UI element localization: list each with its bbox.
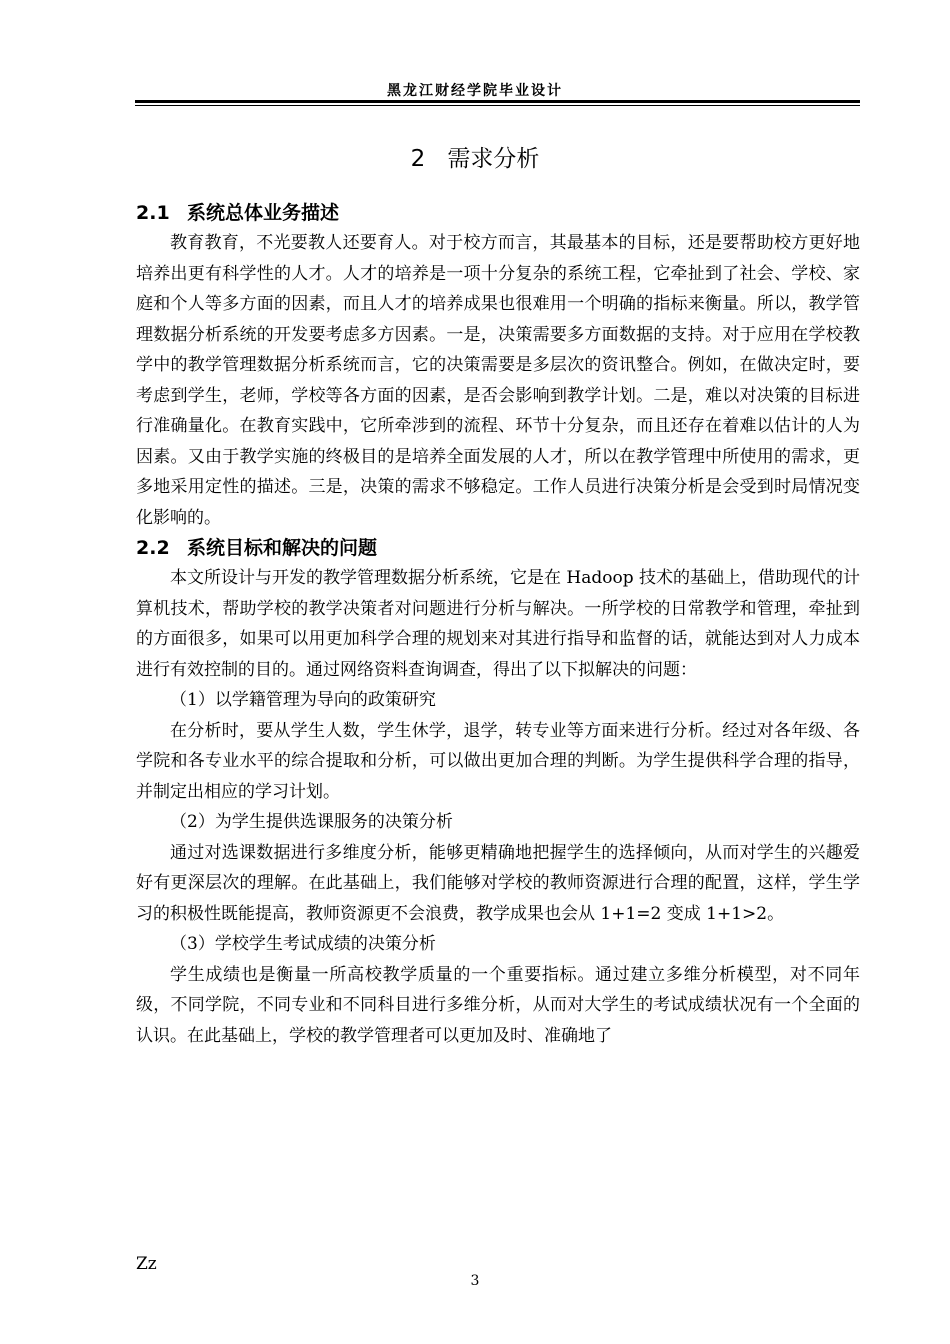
section-title: 系统总体业务描述 xyxy=(187,202,340,224)
subheading: （3）学校学生考试成绩的决策分析 xyxy=(170,934,436,954)
footer-mark: Zz xyxy=(136,1254,157,1274)
header-rule-thick xyxy=(135,100,860,103)
chapter-title xyxy=(0,140,950,173)
paragraph: 本文所设计与开发的教学管理数据分析系统，它是在 Hadoop 技术的基础上，借助现代的计算机技术，帮助学校的教学决策者对问题进行分析与解决。一所学校的日常教学和管理，牵扯到的方面很多，如果可以用更加科学合理的规划来对其进行指导和监督的话，就能达到对人力成本进行有效控制的目的。通过网络资料查询调查，得出了以下拟解决的问题： xyxy=(136,568,861,680)
paragraph: 通过对选课数据进行多维度分析，能够更精确地把握学生的选择倾向，从而对学生的兴趣爱好有更深层次的理解。在此基础上，我们能够对学校的教师资源进行合理的配置，这样，学生学习的积极性既能提高，教师资源更不会浪费，教学成果也会从 1+1=2 变成 1+1>2。 xyxy=(136,842,860,924)
page-number: 3 xyxy=(470,1273,480,1289)
section-heading xyxy=(136,533,860,563)
section-number: 2.1 xyxy=(136,202,170,224)
paragraph: 教育教育，不光要教人还要育人。对于校方而言，其最基本的目标，还是要帮助校方更好地培养出更有科学性的人才。人才的培养是一项十分复杂的系统工程，它牵扯到了社会、学校、家庭和个人等多方面的因素，而且人才的培养成果也很难用一个明确的指标来衡量。所以，教学管理数据分析系统的开发要考虑多方因素。一是，决策需要多方面数据的支持。对于应用在学校教学中的教学管理数据分析系统而言，它的决策需要是多层次的资讯整合。例如，在做决定时，要考虑到学生，老师，学校等各方面的因素，是否会影响到教学计划。二是，难以对决策的目标进行准确量化。在教育实践中，它所牵涉到的流程、环节十分复杂，而且还存在着难以估计的人为因素。又由于教学实施的终极目的是培养全面发展的人才，所以在教学管理中所使用的需求，更多地采用定性的描述。三是，决策的需求不够稳定。工作人员进行决策分析是会受到时局情况变化影响的。 xyxy=(136,233,860,528)
subheading: （1）以学籍管理为导向的政策研究 xyxy=(170,690,436,710)
section-2-2 xyxy=(136,533,860,1051)
section-number: 2.2 xyxy=(136,537,170,559)
header-title: 黑龙江财经学院毕业设计 xyxy=(387,83,563,99)
subheading: （2）为学生提供选课服务的决策分析 xyxy=(170,812,453,832)
section-2-1 xyxy=(136,198,860,533)
section-title: 系统目标和解决的问题 xyxy=(187,537,378,559)
paragraph: 在分析时，要从学生人数，学生休学，退学，转专业等方面来进行分析。经过对各年级、各学院和各专业水平的综合提取和分析，可以做出更加合理的判断。为学生提供科学合理的指导，并制定出相应的学习计划。 xyxy=(136,720,860,802)
chapter-name: 需求分析 xyxy=(447,146,540,172)
paragraph: 学生成绩也是衡量一所高校教学质量的一个重要指标。通过建立多维分析模型，对不同年级，不同学院，不同专业和不同科目进行多维分析，从而对大学生的考试成绩状况有一个全面的认识。在此基础上，学校的教学管理者可以更加及时、准确地了 xyxy=(136,964,860,1046)
section-heading xyxy=(136,198,860,228)
header-rule-thin xyxy=(135,105,860,106)
chapter-number: 2 xyxy=(410,146,426,172)
document-body xyxy=(136,198,860,1051)
